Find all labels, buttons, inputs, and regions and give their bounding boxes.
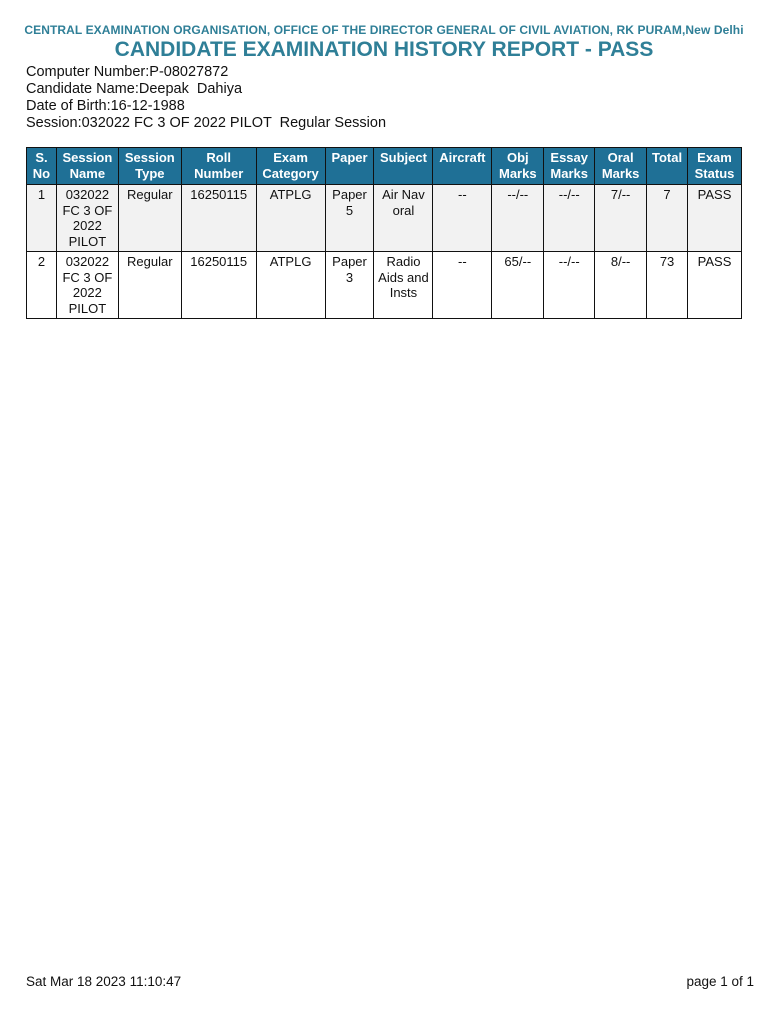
cell-obj-marks: 65/-- bbox=[492, 252, 544, 319]
header-aircraft: Aircraft bbox=[433, 148, 492, 185]
header-oral-marks: Oral Marks bbox=[595, 148, 647, 185]
cell-subject: Air Nav oral bbox=[374, 185, 433, 252]
cell-roll-number: 16250115 bbox=[181, 252, 256, 319]
candidate-info bbox=[26, 64, 386, 132]
cell-exam-status: PASS bbox=[688, 252, 742, 319]
session-info: Session:032022 FC 3 OF 2022 PILOT Regular Session bbox=[26, 115, 387, 131]
cell-exam-category: ATPLG bbox=[256, 252, 325, 319]
print-timestamp: Sat Mar 18 2023 11:10:47 bbox=[26, 974, 182, 989]
cell-essay-marks: --/-- bbox=[544, 185, 595, 252]
cell-session-name: 032022 FC 3 OF 2022 PILOT bbox=[56, 185, 118, 252]
cell-s-no: 2 bbox=[27, 252, 57, 319]
cell-total: 7 bbox=[647, 185, 688, 252]
cell-s-no: 1 bbox=[27, 185, 57, 252]
cell-session-name: 032022 FC 3 OF 2022 PILOT bbox=[56, 252, 118, 319]
header-roll-number: Roll Number bbox=[181, 148, 256, 185]
table-header-row bbox=[27, 148, 742, 185]
exam-history-table bbox=[26, 147, 742, 319]
cell-oral-marks: 8/-- bbox=[595, 252, 647, 319]
cell-exam-status: PASS bbox=[688, 185, 742, 252]
header-session-name: Session Name bbox=[56, 148, 118, 185]
cell-exam-category: ATPLG bbox=[256, 185, 325, 252]
cell-total: 73 bbox=[647, 252, 688, 319]
computer-number: Computer Number:P-08027872 bbox=[26, 64, 229, 80]
cell-paper: Paper 5 bbox=[325, 185, 374, 252]
header-session-type: Session Type bbox=[118, 148, 181, 185]
cell-session-type: Regular bbox=[118, 252, 181, 319]
cell-aircraft: -- bbox=[433, 185, 492, 252]
cell-essay-marks: --/-- bbox=[544, 252, 595, 319]
header-paper: Paper bbox=[325, 148, 374, 185]
cell-obj-marks: --/-- bbox=[492, 185, 544, 252]
cell-roll-number: 16250115 bbox=[181, 185, 256, 252]
candidate-name: Candidate Name:Deepak Dahiya bbox=[26, 81, 243, 97]
cell-aircraft: -- bbox=[433, 252, 492, 319]
header-exam-status: Exam Status bbox=[688, 148, 742, 185]
cell-oral-marks: 7/-- bbox=[595, 185, 647, 252]
header-essay-marks: Essay Marks bbox=[544, 148, 595, 185]
cell-subject: Radio Aids and Insts bbox=[374, 252, 433, 319]
header-subject: Subject bbox=[374, 148, 433, 185]
header-exam-category: Exam Category bbox=[256, 148, 325, 185]
header-obj-marks: Obj Marks bbox=[492, 148, 544, 185]
cell-session-type: Regular bbox=[118, 185, 181, 252]
table-row bbox=[27, 252, 742, 319]
page-indicator: page 1 of 1 bbox=[686, 974, 754, 989]
table-row bbox=[27, 185, 742, 252]
header-total: Total bbox=[647, 148, 688, 185]
header-s-no: S. No bbox=[27, 148, 57, 185]
date-of-birth: Date of Birth:16-12-1988 bbox=[26, 98, 185, 114]
report-title: CANDIDATE EXAMINATION HISTORY REPORT - PASS bbox=[114, 38, 654, 61]
cell-paper: Paper 3 bbox=[325, 252, 374, 319]
organisation-heading: CENTRAL EXAMINATION ORGANISATION, OFFICE OF THE DIRECTOR GENERAL OF CIVIL AVIATION, RK PURAM,New Delhi bbox=[24, 23, 744, 37]
